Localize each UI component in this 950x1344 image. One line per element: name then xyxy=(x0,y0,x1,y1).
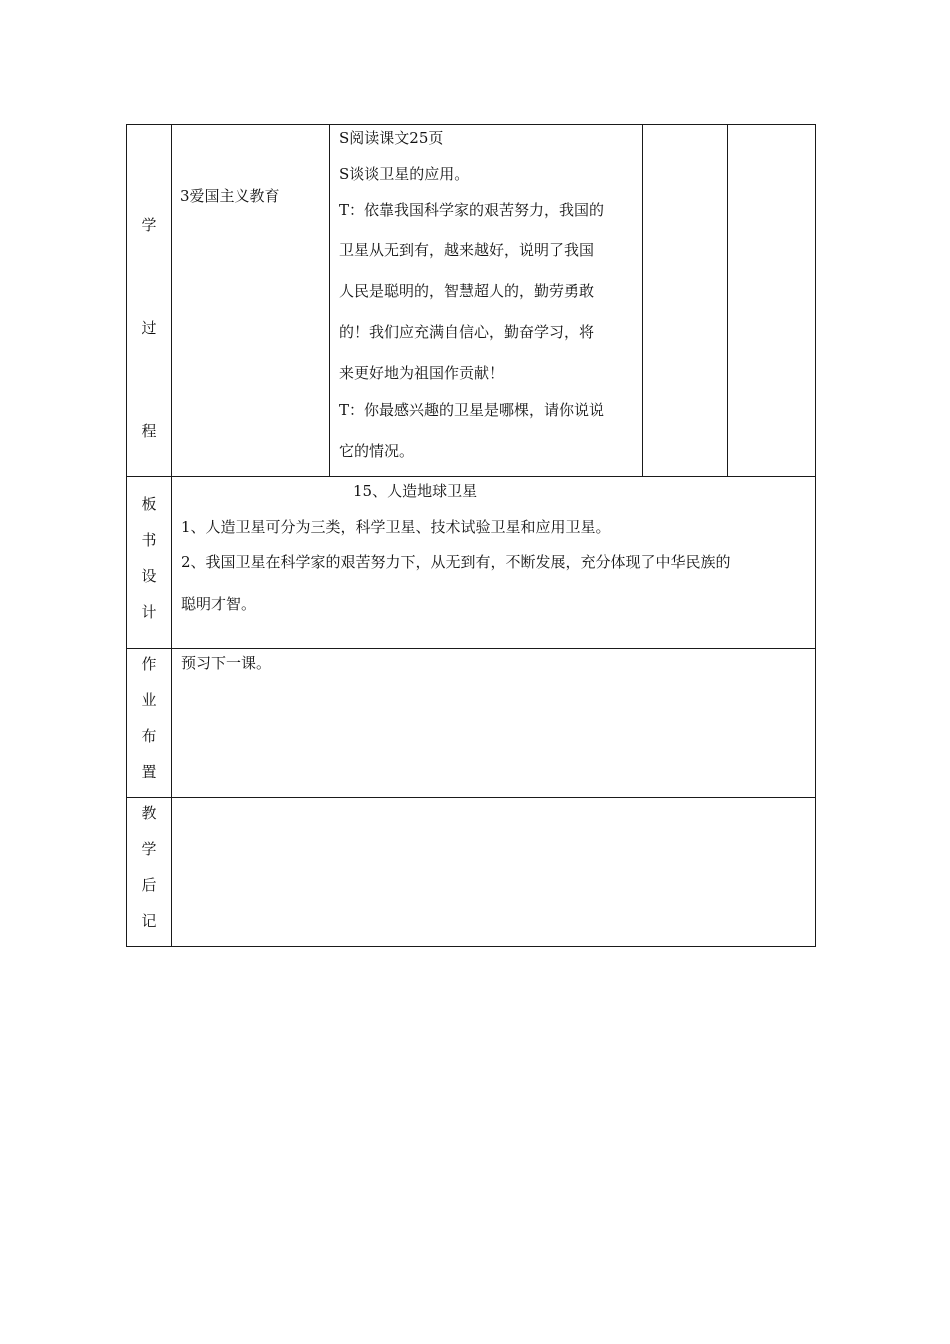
activity-line: T：依靠我国科学家的艰苦努力，我国的 xyxy=(339,201,605,219)
process-label-char: 过 xyxy=(141,319,157,337)
blackboard-label-char: 书 xyxy=(141,531,157,549)
process-label-char: 程 xyxy=(141,422,157,440)
homework-label-char: 作 xyxy=(141,655,157,673)
label-column-divider xyxy=(171,124,172,947)
reflection-label-char: 记 xyxy=(141,912,157,930)
table-border-top xyxy=(126,124,816,125)
reflection-label-char: 后 xyxy=(141,876,157,894)
blackboard-line: 1、人造卫星可分为三类，科学卫星、技术试验卫星和应用卫星。 xyxy=(181,518,611,536)
table-border-bottom xyxy=(126,946,816,947)
blackboard-label-char: 板 xyxy=(141,495,157,513)
homework-text: 预习下一课。 xyxy=(181,654,272,672)
process-step: 3爱国主义教育 xyxy=(180,187,280,205)
activity-line: 它的情况。 xyxy=(339,442,415,460)
row-divider-process xyxy=(126,476,816,477)
activity-line: 人民是聪明的，智慧超人的，勤劳勇敢 xyxy=(339,282,595,300)
homework-label-char: 布 xyxy=(141,727,157,745)
reflection-label-char: 教 xyxy=(141,804,157,822)
homework-label-char: 置 xyxy=(141,763,157,781)
blackboard-label-char: 计 xyxy=(141,603,157,621)
blackboard-line: 聪明才智。 xyxy=(181,595,257,613)
activity-line: 来更好地为祖国作贡献！ xyxy=(339,364,505,382)
table-border-left xyxy=(126,124,127,947)
blackboard-line: 2、我国卫星在科学家的艰苦努力下，从无到有，不断发展，充分体现了中华民族的 xyxy=(181,553,731,571)
blackboard-label-char: 设 xyxy=(141,567,157,585)
table-border-right xyxy=(815,124,816,947)
activity-line: S阅读课文25页 xyxy=(339,129,444,147)
extra-column-divider xyxy=(727,124,728,477)
activity-line: 的！我们应充满自信心，勤奋学习，将 xyxy=(339,323,595,341)
activity-line: 卫星从无到有，越来越好，说明了我国 xyxy=(339,241,595,259)
homework-label-char: 业 xyxy=(141,691,157,709)
activity-line: S谈谈卫星的应用。 xyxy=(339,165,470,183)
reflection-label-char: 学 xyxy=(141,840,157,858)
activity-line: T：你最感兴趣的卫星是哪棵，请你说说 xyxy=(339,401,605,419)
step-column-divider xyxy=(329,124,330,477)
process-label-char: 学 xyxy=(141,216,157,234)
row-divider-blackboard xyxy=(126,648,816,649)
blackboard-title: 15、人造地球卫星 xyxy=(353,482,478,500)
row-divider-homework xyxy=(126,797,816,798)
activity-column-divider xyxy=(642,124,643,477)
